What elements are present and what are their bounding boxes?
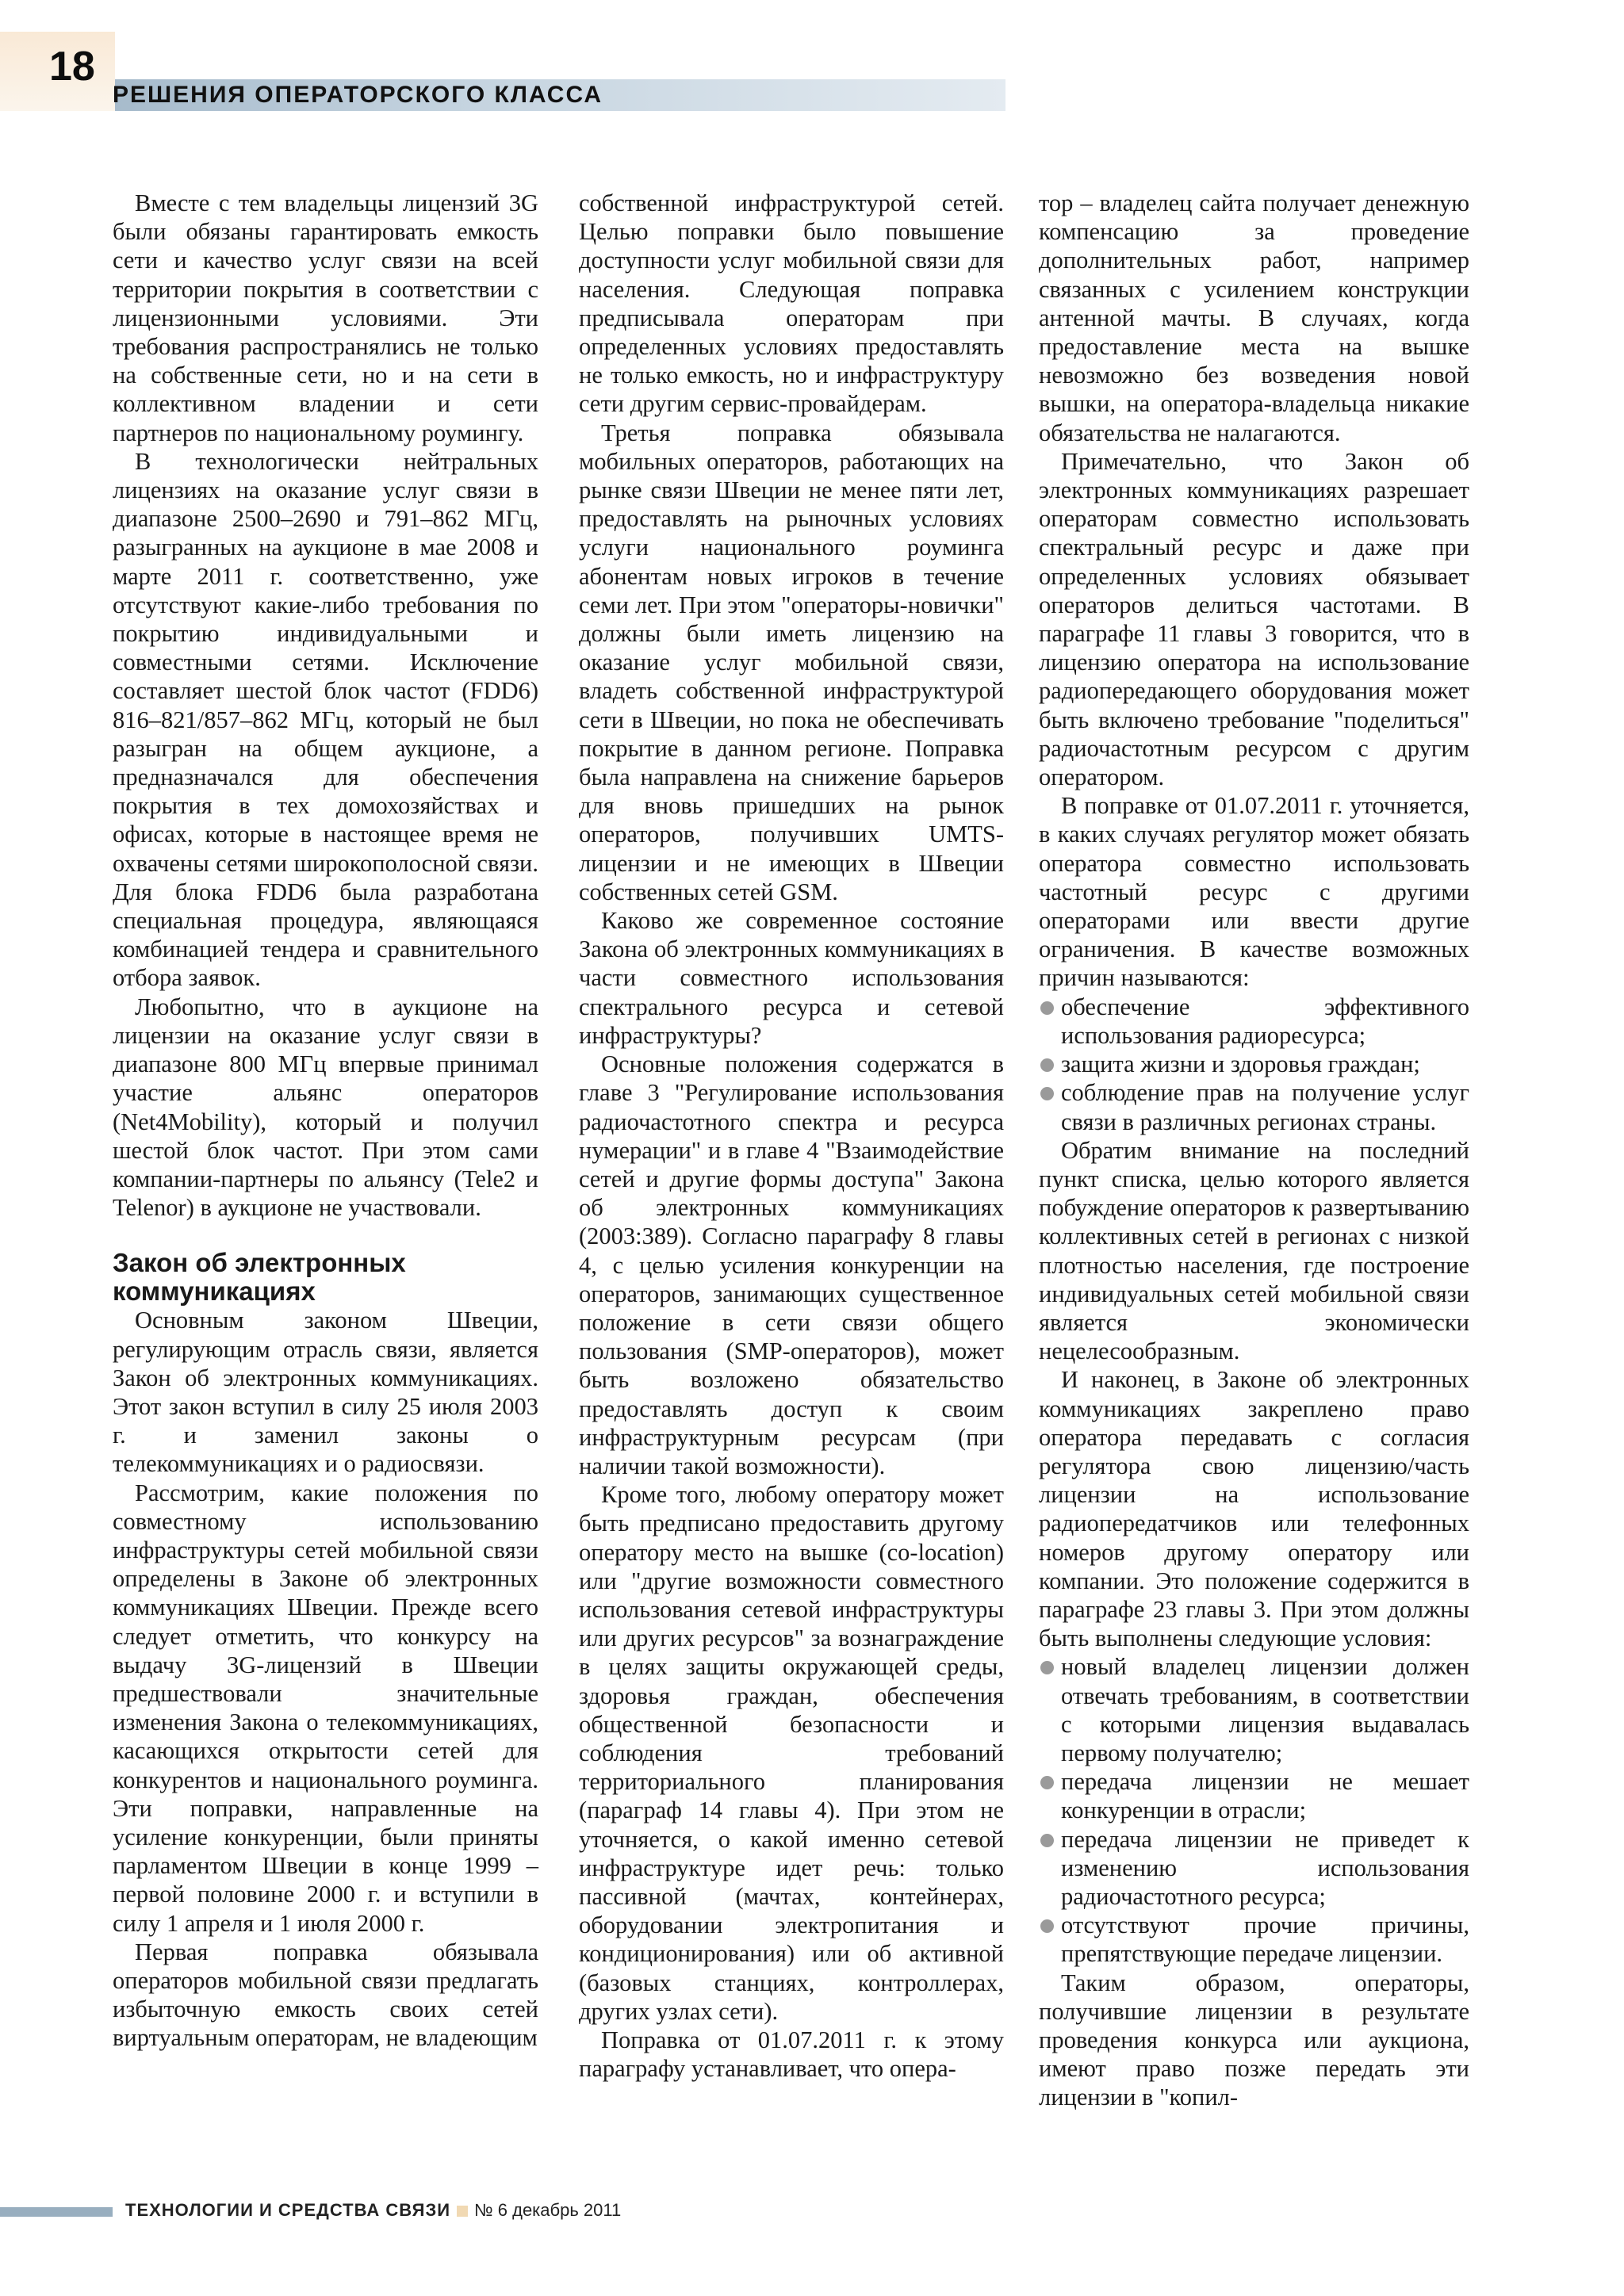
paragraph: Поправка от 01.07.2011 г. к этому параграфу устанавливает, что опера-: [579, 2026, 1004, 2083]
paragraph: Рассмотрим, какие положения по совместному использованию инфраструктуры сетей мобильной связи определены в Законе об электронных коммуникациях Швеции. Прежде всего следует отметить, что конкурсу на выдачу 3G-лицензий в Швеции предшествовали значительные изменения Закона о телекоммуникациях, касающихся открытости сетей для конкурентов и национального роуминга. Эти поправки, направленные на усиление конкуренции, были приняты парламентом Швеции в конце 1999 – первой половине 2000 г. и вступили в силу 1 апреля и 1 июля 2000 г.: [113, 1479, 538, 1937]
paragraph: Третья поправка обязывала мобильных операторов, работающих на рынке связи Швеции не менее пяти лет, предоставлять на рыночных условиях услуги национального роуминга абонентам новых игроков в течение семи лет. При этом "операторы-новички" должны были иметь лицензию на оказание услуг мобильной связи, владеть собственной инфраструктурой сети в Швеции, но пока не обеспечивать покрытие в данном регионе. Поправка была направлена на снижение барьеров для вновь пришедших на рынок операторов, получивших UMTS-лицензии и не имеющих в Швеции собственных сетей GSM.: [579, 419, 1004, 905]
paragraph: собственной инфраструктурой сетей. Целью поправки было повышение доступности услуг мобильной связи для населения. Следующая поправка предписывала операторам при определенных условиях предоставлять не только емкость, но и инфраструктуру сети другим сервис-провайдерам.: [579, 189, 1004, 418]
separator-square: [457, 2206, 468, 2217]
page-number: 18: [49, 44, 95, 90]
column-1: [113, 189, 538, 2053]
paragraph: И наконец, в Законе об электронных коммуникациях закреплено право оператора передавать с согласия регулятора свою лицензию/часть лицензии на использование радиопередатчиков или телефонных номеров другому оператору или компании. Это положение содержится в параграфе 23 главы 3. При этом должны быть выполнены следующие условия:: [1039, 1366, 1469, 1652]
list-item: отсутствуют прочие причины, препятствующие передаче лицензии.: [1039, 1911, 1469, 1968]
paragraph: Каково же современное состояние Закона об электронных коммуникациях в части совместного использования спектрального ресурса и сетевой инфраструктуры?: [579, 907, 1004, 1049]
list-item: новый владелец лицензии должен отвечать требованиям, в соответствии с которыми лицензия выдавалась первому получателю;: [1039, 1652, 1469, 1767]
paragraph: Основным законом Швеции, регулирующим отрасль связи, является Закон об электронных коммуникациях. Этот закон вступил в силу 25 июля 2003 г. и заменил законы о телекоммуникациях и о радиосвязи.: [113, 1307, 538, 1478]
paragraph: Первая поправка обязывала операторов мобильной связи предлагать избыточную емкость своих сетей виртуальным операторам, не владеющим: [113, 1938, 538, 2052]
paragraph: Вместе с тем владельцы лицензий 3G были обязаны гарантировать емкость сети и качество услуг связи на всей территории покрытия в соответствии с лицензионными условиями. Эти требования распространялись не только на собственные сети, но и на сети в коллективном владении и сети партнеров по национальному роумингу.: [113, 189, 538, 446]
page-number-box: [0, 32, 115, 111]
list-item: передача лицензии не приведет к изменению использования радиочастотного ресурса;: [1039, 1825, 1469, 1911]
list-item: обеспечение эффективного использования радиоресурса;: [1039, 993, 1469, 1050]
paragraph: тор – владелец сайта получает денежную компенсацию за проведение дополнительных работ, например связанных с усилением конструкции антенной мачты. В случаях, когда предоставление места на вышке невозможно без возведения новой вышки, на оператора-владельца никакие обязательства не налагаются.: [1039, 189, 1469, 446]
paragraph: Обратим внимание на последний пункт списка, целью которого является побуждение операторов к развертыванию коллективных сетей в регионах с низкой плотностью населения, где построение индивидуальных сетей мобильной связи является экономически нецелесообразным.: [1039, 1136, 1469, 1365]
footer: [125, 2195, 621, 2226]
column-3: [1039, 189, 1469, 2112]
paragraph: Примечательно, что Закон об электронных коммуникациях разрешает операторам совместно использовать спектральный ресурс и даже при определенных условиях обязывает операторов делиться частотами. В параграфе 11 главы 3 говорится, что в лицензию оператора на использование радиопередающего оборудования может быть включено требование "поделиться" радиочастотным ресурсом с другим оператором.: [1039, 447, 1469, 791]
footer-bar: [0, 2207, 113, 2217]
bullet-list: [1039, 993, 1469, 1136]
list-item: защита жизни и здоровья граждан;: [1039, 1050, 1469, 1078]
paragraph: Кроме того, любому оператору может быть предписано предоставить другому оператору место на вышке (co-location) или "другие возможности совместного использования сетевой инфраструктуры или других ресурсов" за вознаграждение в целях защиты окружающей среды, здоровья граждан, обеспечения общественной безопасности и соблюдения требований территориального планирования (параграф 14 главы 4). При этом не уточняется, о какой именно сетевой инфраструктуре идет речь: только пассивной (мачтах, контейнерах, оборудовании электропитания и кондиционирования) или об активной (базовых станциях, контроллерах, других узлах сети).: [579, 1481, 1004, 2025]
issue-info: № 6 декабрь 2011: [474, 2200, 622, 2220]
paragraph: В технологически нейтральных лицензиях на оказание услуг связи в диапазоне 2500–2690 и 791–862 МГц, разыгранных на аукционе в мае 2008 и марте 2011 г. соответственно, уже отсутствуют какие-либо требования по покрытию индивидуальными и совместными сетями. Исключение составляет шестой блок частот (FDD6) 816–821/857–862 МГц, который не был разыгран на общем аукционе, а предназначался для обеспечения покрытия в тех домохозяйствах и офисах, которые в настоящее время не охвачены сетями широкополосной связи. Для блока FDD6 была разработана специальная процедура, являющаяся комбинацией тендера и сравнительного отбора заявок.: [113, 447, 538, 992]
list-item: передача лицензии не мешает конкуренции в отрасли;: [1039, 1767, 1469, 1824]
list-item: соблюдение прав на получение услуг связи в различных регионах страны.: [1039, 1078, 1469, 1135]
section-heading: Закон об электронных коммуникациях: [113, 1248, 406, 1307]
paragraph: В поправке от 01.07.2011 г. уточняется, в каких случаях регулятор может обязать оператора совместно использовать частотный ресурс с другими операторами или ввести другие ограничения. В качестве возможных причин называются:: [1039, 792, 1469, 992]
section-title: РЕШЕНИЯ ОПЕРАТОРСКОГО КЛАССА: [113, 82, 603, 108]
column-2: [579, 189, 1004, 2083]
bullet-list: [1039, 1652, 1469, 1968]
paragraph: Любопытно, что в аукционе на лицензии на оказание услуг связи в диапазоне 800 МГц впервые принимал участие альянс операторов (Net4Mobility), который и получил шестой блок частот. При этом сами компании-партнеры по альянсу (Tele2 и Telenor) в аукционе не участвовали.: [113, 993, 538, 1222]
journal-name: ТЕХНОЛОГИИ И СРЕДСТВА СВЯЗИ: [125, 2200, 451, 2220]
paragraph: Основные положения содержатся в главе 3 "Регулирование использования радиочастотного спектра и ресурса нумерации" и в главе 4 "Взаимодействие сетей и другие формы доступа" Закона об электронных коммуникациях (2003:389). Согласно параграфу 8 главы 4, с целью усиления конкуренции на операторов, занимающих существенное положение в сети связи общего пользования (SMP-операторов), может быть возложено обязательство предоставлять доступ к своим инфраструктурным ресурсам (при наличии такой возможности).: [579, 1050, 1004, 1479]
paragraph: Таким образом, операторы, получившие лицензии в результате проведения конкурса или аукциона, имеют право позже передать эти лицензии в "копил-: [1039, 1969, 1469, 2111]
